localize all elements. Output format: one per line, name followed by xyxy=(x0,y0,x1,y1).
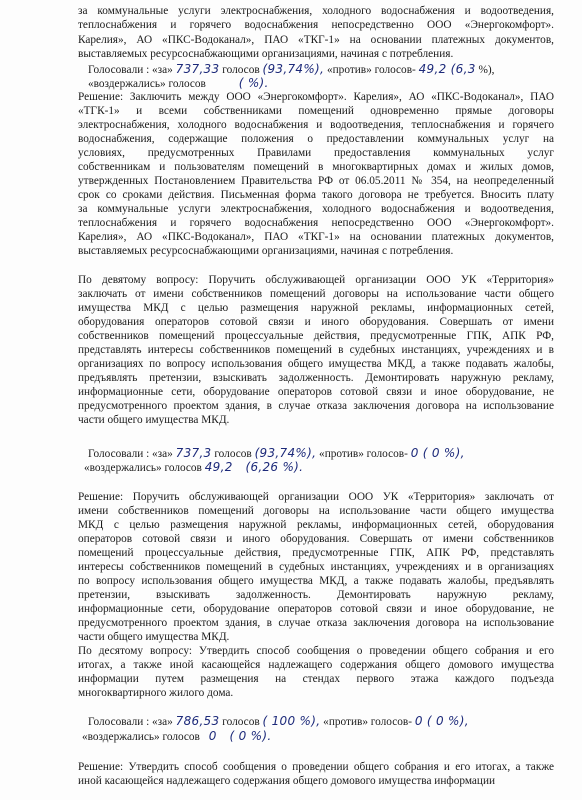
text-line: многоквартирного жилого дома. xyxy=(78,687,234,699)
text-line: электроснабжения, холодного водоснабжения и водоотведения, теплоснабжения и горячего xyxy=(78,119,554,131)
text-line: имущества МКД с целью размещения наружной рекламы, информационных сетей, xyxy=(78,302,554,314)
text-line: информационные сети, оборудование операторов сотовой связи и иное оборудование, не xyxy=(78,603,554,615)
text-line: По десятому вопросу: Утвердить способ сообщения о проведении общего собрания и его xyxy=(78,645,554,657)
handwritten-abstain-count: 49,2 xyxy=(204,460,233,474)
handwritten-for-percent: ( 100 %), xyxy=(262,714,321,728)
vote-line-abstain xyxy=(82,729,558,744)
handwritten-abstain-count: 0 xyxy=(208,729,217,743)
text-line: срок со сроками действия. Письменная форма такого договора не требуется. Вносить плату xyxy=(78,189,554,201)
text-line: собственникам и пользователям помещений в многоквартирных домах и жилых домов, xyxy=(78,161,554,173)
vote-against-label: «против» голосов- xyxy=(326,64,416,76)
text-line: организациях по вопросу использования общего имущества МКД, а также подавать жалобы, xyxy=(78,358,554,370)
text-line: итогах, а также иной касающейся надлежащего содержания общего домового имущества xyxy=(78,659,554,671)
handwritten-against: 49,2 (6,3 xyxy=(418,62,476,76)
vote-against-label: «против» голосов- xyxy=(323,716,412,728)
text-line: выставляемых ресурсоснабжающими организациями, начиная с потребления. xyxy=(78,245,454,257)
vote-line-abstain xyxy=(84,460,560,475)
vote-against-label: «против» голосов- xyxy=(319,448,408,460)
handwritten-for-percent: (93,74%), xyxy=(254,446,317,460)
text-line: претензии, взыскивать задолженность. Демонтировать наружную рекламу, xyxy=(78,589,554,601)
text-line: выставляемых ресурсоснабжающими организациями, начиная с потребления. xyxy=(78,48,454,60)
vote-line-for xyxy=(88,714,564,729)
text-line: теплоснабжения и горячего водоснабжения непосредственно ООО «Энергокомфорт». xyxy=(78,19,554,31)
vote-against-end: %), xyxy=(478,64,495,76)
votes-word: голосов xyxy=(222,64,260,76)
text-line: по вопросу использования общего имущества МКД, а также подавать жалобы, предъявлять xyxy=(78,575,554,587)
text-line: предусмотренного проектом здания, в случае отказа заключения договора на использование xyxy=(78,400,554,412)
text-line: помещений процессуальные действия, предусмотренные ГПК, АПК РФ, представлять xyxy=(78,547,554,559)
vote-line-for xyxy=(88,446,564,461)
text-line: представлять интересы собственников помещений в судебных инстанциях, учреждениях и в xyxy=(78,344,554,356)
handwritten-for-count: 737,33 xyxy=(175,62,220,76)
text-line: водоснабжения, содержащие положения о предоставлении коммунальных услуг на xyxy=(78,133,554,145)
text-line: условиях, предусмотренных Правилами предоставления коммунальных услуг xyxy=(78,147,554,159)
text-line: утвержденных Постановлением Правительства РФ от 06.05.2011 № 354, на неопределенный xyxy=(78,175,554,187)
text-line: Решение: Поручить обслуживающей организации ООО УК «Территория» заключать от xyxy=(78,491,554,503)
text-line: Карелия», АО «ПКС-Водоканал», ПАО «ТКГ-1» на основании платежных документов, xyxy=(78,34,554,46)
handwritten-for-count: 786,53 xyxy=(175,714,220,728)
text-line: предъявлять претензии, взыскивать задолженность. Демонтировать наружную рекламу, xyxy=(78,372,554,384)
text-line: части общего имущества МКД. xyxy=(78,631,230,643)
text-line: МКД с целью размещения наружной рекламы, информационных сетей, оборудования xyxy=(78,519,554,531)
text-line: Карелия», АО «ПКС-Водоканал», ПАО «ТКГ-1» на основании платежных документов, xyxy=(78,231,554,243)
text-line: теплоснабжения и горячего водоснабжения непосредственно ООО «Энергокомфорт». xyxy=(78,217,554,229)
votes-word: голосов xyxy=(214,448,252,460)
text-line: заключать от имени собственников помещений договоры на использование части общего xyxy=(78,288,554,300)
text-line: информационные сети, оборудование операторов сотовой связи и иное оборудование, не xyxy=(78,386,554,398)
vote-for-label: Голосовали : «за» xyxy=(88,716,173,728)
text-line: за коммунальные услуги электроснабжения, холодного водоснабжения и водоотведения, xyxy=(78,203,554,215)
vote-for-label: Голосовали : «за» xyxy=(88,448,173,460)
text-line: оборудования операторов сотовой связи и иного оборудования. Совершать от имени xyxy=(78,316,554,328)
vote-for-label: Голосовали : «за» xyxy=(88,64,173,76)
handwritten-abstain-percent: (6,26 %). xyxy=(245,460,304,474)
text-line: операторов сотовой связи и иного оборудования. Совершать от имени собственников xyxy=(78,533,554,545)
handwritten-for-count: 737,3 xyxy=(175,446,212,460)
text-line: Решение: Утвердить способ сообщения о проведении общего собрания и его итогах, а также xyxy=(78,761,554,773)
text-line: собственников помещений процессуальные действия, предусмотренные ГПК, АПК РФ, xyxy=(78,330,554,342)
text-line: «ТГК-1» и всеми собственниками помещений одновременно прямые договоры xyxy=(78,105,554,117)
text-line: информации путем размещения на стендах первого этажа каждого подъезда xyxy=(78,673,554,685)
text-line: иной касающейся надлежащего содержания общего домового имущества информации xyxy=(78,775,496,787)
text-line: за коммунальные услуги электроснабжения, холодного водоснабжения и водоотведения, xyxy=(78,5,554,17)
text-line: части общего имущества МКД. xyxy=(78,414,230,426)
vote-line-abstain xyxy=(88,76,564,91)
vote-abstain-label: «воздержались» голосов xyxy=(82,731,200,743)
text-line: предусмотренного проектом здания, в случае отказа заключения договора на использование xyxy=(78,617,554,629)
text-line: интересы собственников помещений в судебных инстанциях, учреждениях и в организациях xyxy=(78,561,554,573)
vote-abstain-label: «воздержались» голосов xyxy=(88,78,206,90)
handwritten-against: 0 ( 0 %), xyxy=(414,714,469,728)
handwritten-abstain-percent: ( 0 %). xyxy=(229,729,272,743)
handwritten-for-percent: (93,74%), xyxy=(262,62,325,76)
text-line: Решение: Заключить между ООО «Энергокомфорт». Карелия», АО «ПКС-Водоканал», ПАО xyxy=(78,91,554,103)
text-line: имени собственников помещений договоры на использование части общего имущества xyxy=(78,505,554,517)
votes-word: голосов xyxy=(222,716,260,728)
handwritten-against: 0 ( 0 %), xyxy=(410,446,465,460)
vote-abstain-label: «воздержались» голосов xyxy=(84,462,202,474)
handwritten-abstain-percent: ( %). xyxy=(238,76,269,90)
text-line: По девятому вопросу: Поручить обслуживающей организации ООО УК «Территория» xyxy=(78,274,554,286)
vote-line-for xyxy=(88,62,564,77)
